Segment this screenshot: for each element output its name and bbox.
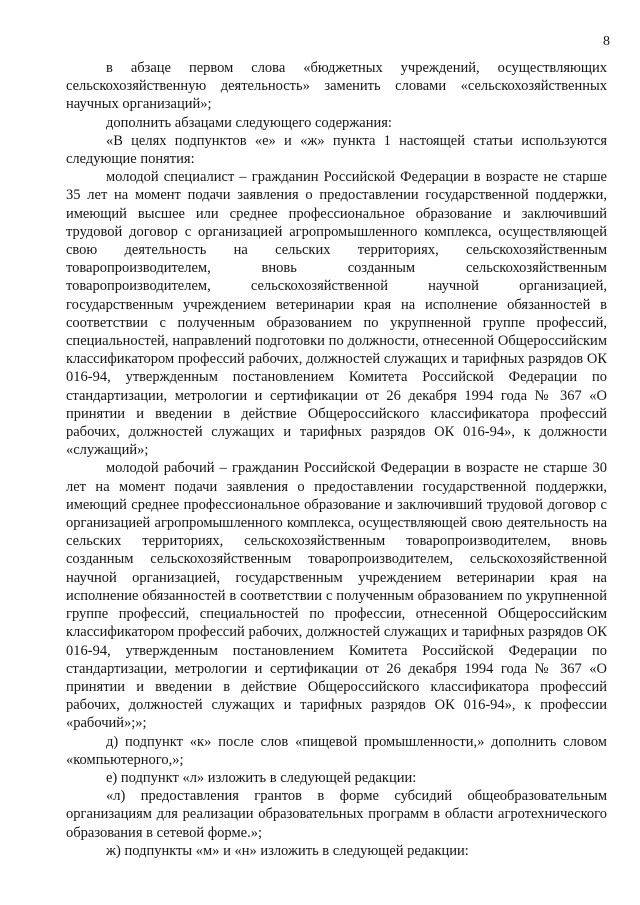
paragraph-1: в абзаце первом слова «бюджетных учреждений, осуществляющих сельскохозяйственную деятельность» заменить словами «сельскохозяйственных научных организаций»; [66,60,607,113]
page-number: 8 [603,34,610,49]
paragraph-2: дополнить абзацами следующего содержания: [106,114,392,131]
paragraph-subitem-zh: ж) подпункты «м» и «н» изложить в следующей редакции: [106,842,469,859]
paragraph-subitem-e: е) подпункт «л» изложить в следующей редакции: [106,769,417,786]
document-body [66,59,607,860]
paragraph-subitem-l: «л) предоставления грантов в форме субсидий общеобразовательным организациям для реализации образовательных программ в области агротехнического образования в сетевой форме.»; [66,788,607,841]
paragraph-3: «В целях подпунктов «е» и «ж» пункта 1 настоящей статьи используются следующие понятия: [66,132,607,168]
paragraph-young-specialist: молодой специалист – гражданин Российской Федерации в возрасте не старше 35 лет на момент подачи заявления о предоставлении государственной поддержки, имеющий высшее или среднее профессиональное образование и заключивший трудовой договор с организацией агропромышленного комплекса, осуществляющей свою деятельность на сельских территориях, сельскохозяйственным товаропроизводителем, вновь созданным сельскохозяйственным товаропроизводителем, сельскохозяйственной научной организацией, государственным учреждением ветеринарии края на исполнение обязанностей в соответствии с полученным образованием по укрупненной группе профессий, специальностей, направлений подготовки по должности, отнесенной Общероссийским классификатором профессий рабочих, должностей служащих и тарифных разрядов ОК 016-94, утвержденным постановлением Комитета Российской Федерации по стандартизации, метрологии и сертификации от 26 декабря 1994 года № 367 «О принятии и введении в действие Общероссийского классификатора профессий рабочих, должностей служащих и тарифных разрядов ОК 016-94», к должности «служащий»; [66,169,607,459]
paragraph-young-worker: молодой рабочий – гражданин Российской Федерации в возрасте не старше 30 лет на момент подачи заявления о предоставлении государственной поддержки, имеющий среднее профессиональное образование и заключивший трудовой договор с организацией агропромышленного комплекса, осуществляющей свою деятельность на сельских территориях, сельскохозяйственным товаропроизводителем, вновь созданным сельскохозяйственным товаропроизводителем, сельскохозяйственной научной организацией, государственным учреждением ветеринарии края на исполнение обязанностей в соответствии с полученным образованием по укрупненной группе профессий, специальностей по профессии, отнесенной Общероссийским классификатором профессий рабочих, должностей служащих и тарифных разрядов ОК 016-94, утвержденным постановлением Комитета Российской Федерации по стандартизации, метрологии и сертификации от 26 декабря 1994 года № 367 «О принятии и введении в действие Общероссийского классификатора профессий рабочих, должностей служащих и тарифных разрядов ОК 016-94», к профессии «рабочий»;»; [66,460,607,732]
paragraph-subitem-d: д) подпункт «к» после слов «пищевой промышленности,» дополнить словом «компьютерного,»; [66,733,607,768]
